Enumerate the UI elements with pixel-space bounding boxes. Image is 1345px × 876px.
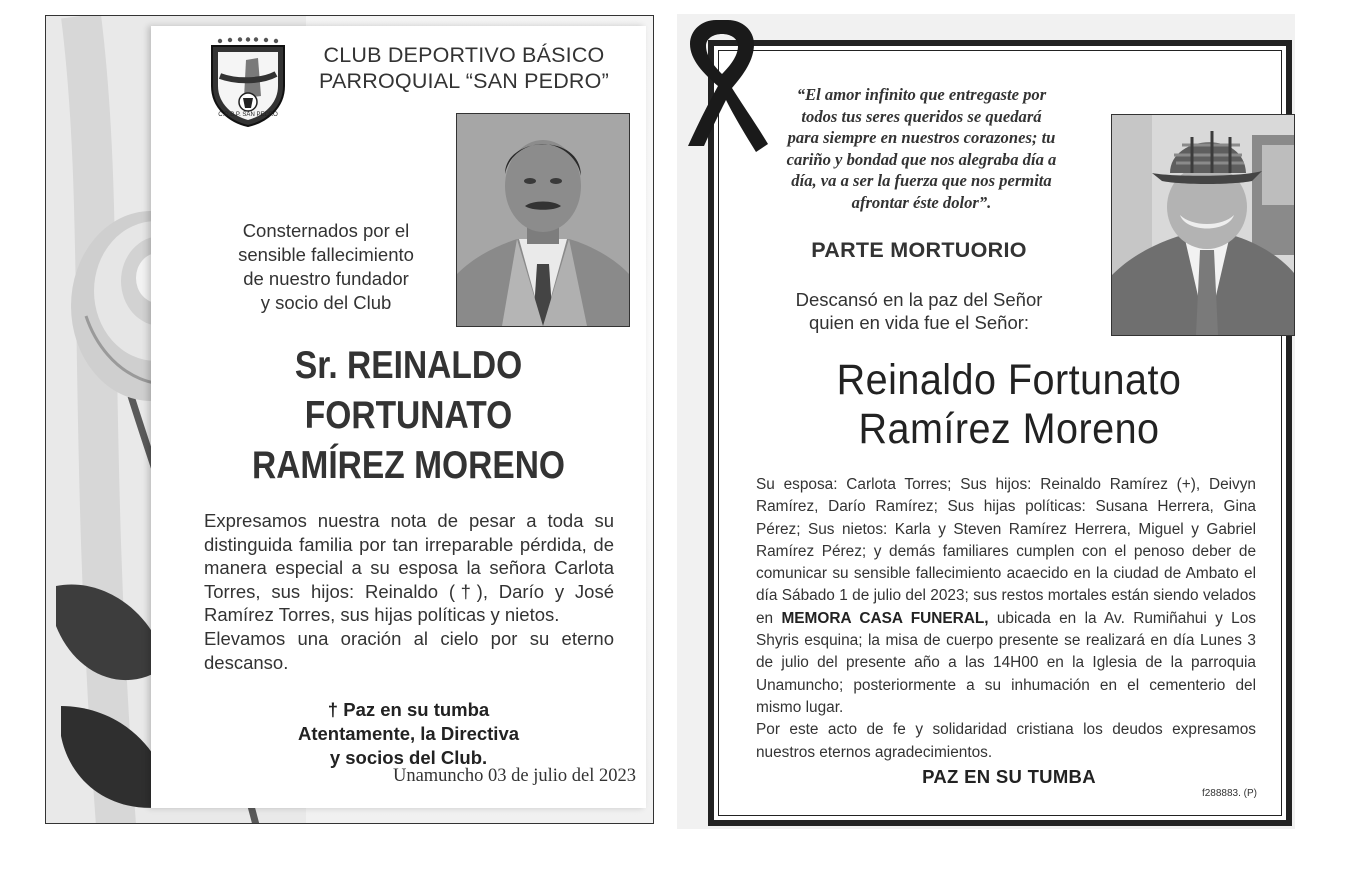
quote-line: afrontar éste dolor”. (851, 192, 992, 212)
obituary-notice (708, 40, 1292, 826)
script-name-line: Reinaldo Fortunato (836, 356, 1182, 404)
funeral-home-name: MEMORA CASA FUNERAL, (781, 609, 989, 627)
quote-line: para siempre en nuestros corazones; tu (787, 128, 1056, 148)
family-text-part: Su esposa: Carlota Torres; Sus hijos: Reinaldo Ramírez (+), Deivyn Ramírez, Darío Ramírez; Sus hijas políticas: Susana Herrera, Gina Pérez; Sus nietos: Karla y Steven Ramírez Herrera, Miguel y Gabriel Ramírez Pérez; y demás familiares cumplen con el penoso deber de comunicar su sensible fallecimiento acaecido en la ciudad de Ambato el día Sábado 1 de julio del 2023; sus restos mortales están siendo velados en (756, 476, 1256, 627)
body-paragraph: Elevamos una oración al cielo por su eterno descanso. (204, 627, 614, 673)
intro-text (226, 219, 426, 315)
farewell-line: y socios del Club. (329, 747, 488, 768)
farewell-line: Atentamente, la Directiva (297, 723, 520, 744)
quote-line: cariño y bondad que nos alegraba día a (786, 149, 1057, 169)
notice-title: PARTE MORTUORIO (811, 238, 1027, 262)
deceased-name-script (756, 356, 1262, 454)
rested-line: quien en vida fue el Señor: (808, 311, 1030, 333)
family-paragraph (756, 474, 1256, 719)
memorial-quote (764, 84, 1079, 214)
intro-line: Consternados por el (242, 220, 410, 241)
rest-in-peace: PAZ EN SU TUMBA (922, 766, 1096, 787)
club-name-line: CLUB DEPORTIVO BÁSICO (323, 43, 605, 67)
family-announcement (756, 474, 1256, 764)
club-condolence-notice (45, 15, 654, 824)
farewell-line: † Paz en su tumba (327, 699, 490, 720)
deceased-photo-elderly (1111, 114, 1295, 336)
thanks-paragraph: Por este acto de fe y solidaridad cristiana los deudos expresamos nuestros eternos agradecimientos. (756, 721, 1256, 761)
name-line: Sr. REINALDO (294, 344, 523, 387)
family-text-part: ubicada en la Av. Rumiñahui y Los Shyris esquina; la misa de cuerpo presente se realizará en día Lunes 3 de julio del presente año a las 14H00 en la Iglesia de la parroquia Unamuncho; posteriormente a su inhumación en el cementerio del mismo lugar. (756, 609, 1256, 716)
quote-line: “El amor infinito que entregaste por (796, 85, 1047, 104)
name-line: FORTUNATO (304, 394, 513, 437)
intro-line: sensible fallecimiento (238, 244, 414, 265)
body-paragraph: Expresamos nuestra nota de pesar a toda su distinguida familia por tan irreparable pérdida, de manera especial a su esposa la señora Carlota Torres, sus hijos: Reinaldo (†), Darío y José Ramírez Torres, sus hijas políticas y nietos. (204, 510, 614, 626)
rested-line: Descansó en la paz del Señor (795, 289, 1043, 310)
logo-text: C.D.B.P. SAN PEDRO (218, 112, 278, 118)
club-logo (206, 36, 290, 128)
ad-reference: f288883. (P) (1201, 788, 1257, 799)
mourning-ribbon-icon (680, 12, 770, 157)
club-name-line: PARROQUIAL “SAN PEDRO” (319, 69, 609, 93)
intro-line: de nuestro fundador (243, 268, 409, 289)
farewell-signature (221, 698, 596, 770)
script-name-line: Ramírez Moreno (858, 405, 1160, 453)
rested-text (754, 289, 1084, 334)
quote-line: día, va a ser la fuerza que nos permita (791, 171, 1052, 191)
deceased-photo-young (456, 113, 630, 327)
notice-date: Unamuncho 03 de julio del 2023 (392, 766, 636, 786)
deceased-name-heading (226, 341, 592, 491)
condolence-body (204, 509, 614, 674)
club-name (314, 42, 614, 94)
intro-line: y socio del Club (260, 292, 392, 313)
quote-line: todos tus seres queridos se quedará (801, 106, 1042, 126)
name-line: RAMÍREZ MORENO (251, 444, 566, 487)
